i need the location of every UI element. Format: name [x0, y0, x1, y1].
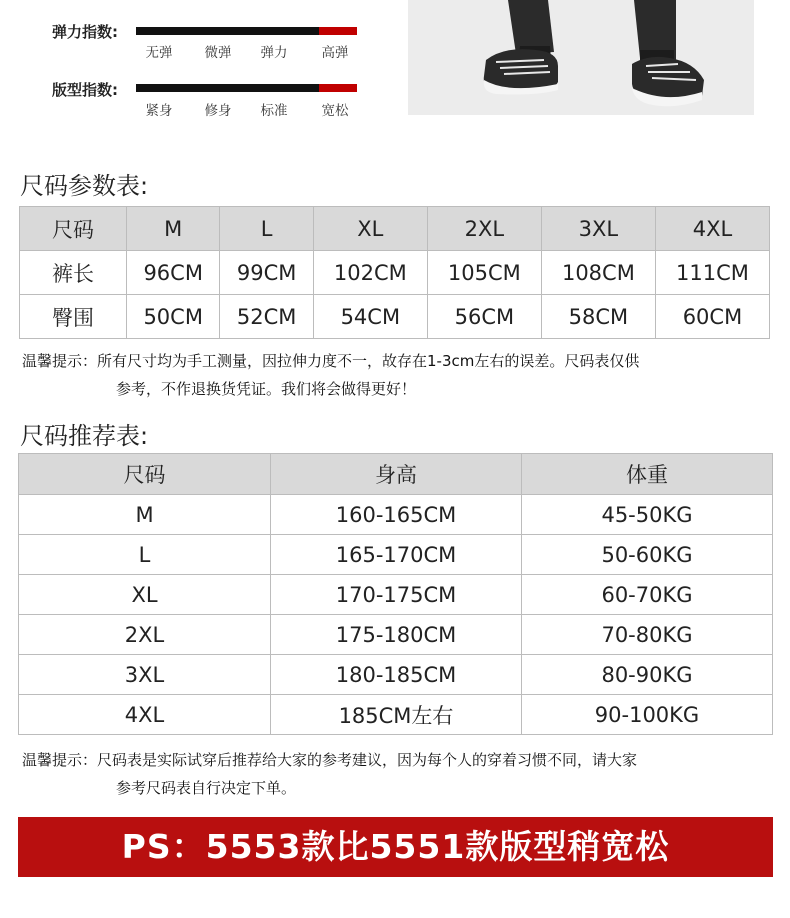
- table-header-cell: 体重: [522, 454, 773, 495]
- elasticity-option: 高弹: [321, 45, 349, 61]
- elasticity-option: 无弹: [145, 45, 173, 61]
- table-cell: 4XL: [19, 695, 271, 735]
- elasticity-scale-bar: [136, 27, 357, 35]
- size-table-note: [22, 347, 639, 403]
- cutoff-scale-mark-3: [254, 0, 294, 4]
- table-cell: 裤长: [20, 251, 127, 295]
- table-row: [19, 615, 773, 655]
- elasticity-label: 弹力指数:: [52, 23, 118, 41]
- table-header-cell: 尺码: [20, 207, 127, 251]
- table-row: [19, 575, 773, 615]
- table-cell: 2XL: [19, 615, 271, 655]
- table-cell: 45-50KG: [522, 495, 773, 535]
- fit-selected-marker: [319, 84, 357, 92]
- table-cell: L: [19, 535, 271, 575]
- cutoff-scale-mark-1: [140, 0, 180, 4]
- table-cell: 170-175CM: [271, 575, 522, 615]
- table-header-cell: 身高: [271, 454, 522, 495]
- table-header-cell: XL: [313, 207, 427, 251]
- table-row: [19, 655, 773, 695]
- table-cell: 96CM: [127, 251, 220, 295]
- table-cell: 175-180CM: [271, 615, 522, 655]
- elasticity-selected-marker: [319, 27, 357, 35]
- product-photo: [408, 0, 754, 115]
- cutoff-scale-mark-2: [200, 0, 240, 4]
- table-header-cell: 尺码: [19, 454, 271, 495]
- table-row: [19, 535, 773, 575]
- fit-scale-bar: [136, 84, 357, 92]
- table-cell: 105CM: [427, 251, 541, 295]
- elasticity-option: 弹力: [260, 45, 288, 61]
- table-cell: 58CM: [541, 295, 655, 339]
- table-header-cell: 3XL: [541, 207, 655, 251]
- note-line: 参考，不作退换货凭证。我们将会做得更好！: [116, 380, 417, 398]
- ps-banner: PS：5553款比5551款版型稍宽松: [18, 817, 773, 877]
- elasticity-option: 微弹: [204, 45, 232, 61]
- table-cell: 3XL: [19, 655, 271, 695]
- table-cell: 臀围: [20, 295, 127, 339]
- table-cell: 52CM: [220, 295, 313, 339]
- table-cell: 90-100KG: [522, 695, 773, 735]
- table-cell: 50-60KG: [522, 535, 773, 575]
- table-cell: 60CM: [655, 295, 769, 339]
- fit-label: 版型指数:: [52, 81, 118, 99]
- fit-option: 宽松: [321, 103, 349, 119]
- table-cell: 80-90KG: [522, 655, 773, 695]
- table-cell: 54CM: [313, 295, 427, 339]
- table-header-row: [20, 207, 770, 251]
- note-line: 参考尺码表自行决定下单。: [116, 779, 297, 797]
- table-cell: 60-70KG: [522, 575, 773, 615]
- table-header-cell: M: [127, 207, 220, 251]
- size-recommend-table: [18, 453, 773, 735]
- note-line: 温馨提示：所有尺寸均为手工测量，因拉伸力度不一，故存在1-3cm左右的误差。尺码表仅供: [22, 352, 640, 370]
- table-row: [20, 251, 770, 295]
- recommend-table-note: [22, 746, 637, 802]
- table-row: [19, 495, 773, 535]
- table-cell: 70-80KG: [522, 615, 773, 655]
- fit-option: 紧身: [145, 103, 173, 119]
- table-header-cell: 2XL: [427, 207, 541, 251]
- table-row: [19, 695, 773, 735]
- table-cell: 180-185CM: [271, 655, 522, 695]
- sneakers-illustration: [408, 0, 754, 115]
- table-header-row: [19, 454, 773, 495]
- cutoff-scale-mark-4: [315, 0, 355, 4]
- table-cell: M: [19, 495, 271, 535]
- table-cell: 185CM左右: [271, 695, 522, 735]
- table-cell: 108CM: [541, 251, 655, 295]
- recommend-table-title: 尺码推荐表:: [20, 422, 149, 450]
- table-header-cell: 4XL: [655, 207, 769, 251]
- size-parameter-table: [19, 206, 770, 339]
- table-cell: 102CM: [313, 251, 427, 295]
- note-line: 温馨提示：尺码表是实际试穿后推荐给大家的参考建议，因为每个人的穿着习惯不同，请大家: [22, 751, 638, 769]
- table-row: [20, 295, 770, 339]
- size-table-title: 尺码参数表:: [20, 172, 149, 200]
- fit-option: 修身: [204, 103, 232, 119]
- table-cell: XL: [19, 575, 271, 615]
- table-cell: 50CM: [127, 295, 220, 339]
- table-cell: 99CM: [220, 251, 313, 295]
- table-cell: 160-165CM: [271, 495, 522, 535]
- table-cell: 165-170CM: [271, 535, 522, 575]
- table-header-cell: L: [220, 207, 313, 251]
- fit-option: 标准: [260, 103, 288, 119]
- table-cell: 111CM: [655, 251, 769, 295]
- table-cell: 56CM: [427, 295, 541, 339]
